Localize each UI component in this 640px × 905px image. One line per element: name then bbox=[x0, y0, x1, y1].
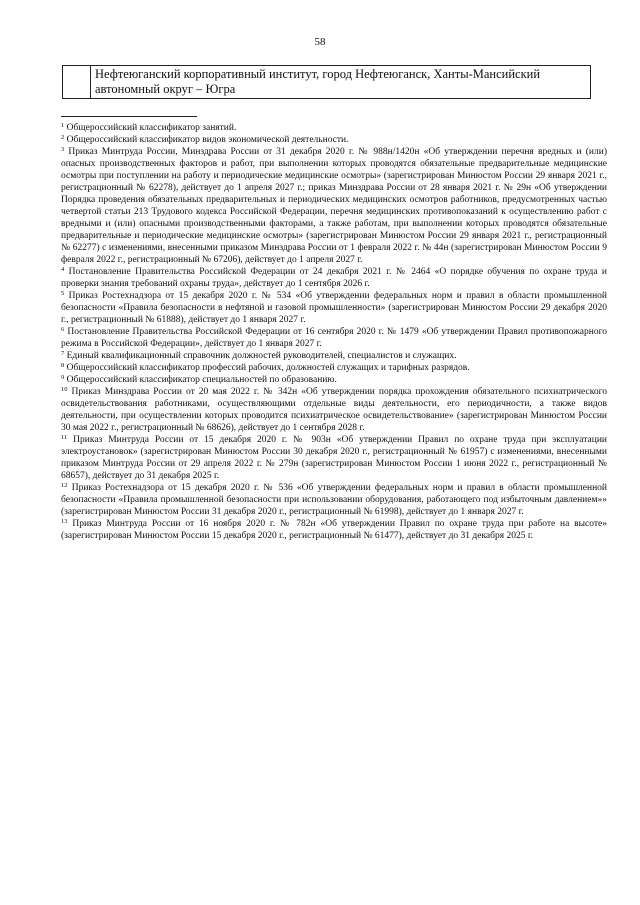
header-table bbox=[62, 65, 591, 99]
footnote-number: 7 bbox=[61, 350, 65, 357]
footnote bbox=[61, 290, 607, 326]
footnote-text: Единый квалификационный справочник должностей руководителей, специалистов и служащих. bbox=[66, 351, 457, 361]
page-number: 58 bbox=[314, 36, 326, 48]
footnote-number: 12 bbox=[61, 482, 68, 489]
footnote-text: Приказ Минтруда России от 15 декабря 2020 г. № 903н «Об утверждении Правил по охране труда при эксплуатации электроустановок» (зарегистрирован Минюстом России 30 декабря 2020 г., регистрационный № 61957) с изменениями, внесенными приказом Минтруда России от 29 апреля 2022 г. № 279н (зарегистрирован Минюстом России 1 июня 2022 г., регистрационный № 68657), действует до 31 декабря 2025 г. bbox=[61, 435, 608, 481]
footnote-text: Приказ Минтруда России, Минздрава России от 31 декабря 2020 г. № 988н/1420н «Об утверждении перечня вредных и (или) опасных производственных факторов и работ, при выполнении которых проводятся обязательные предварительные медицинские осмотры при поступлении на работу и периодические медицинские осмотры» (зарегистрирован Минюстом России 29 января 2021 г., регистрационный № 62278), действует до 1 апреля 2027 г.; приказ Минздрава России от 28 января 2021 г. № 29н «Об утверждении Порядка проведения обязательных предварительных и периодических медицинских осмотров работников, предусмотренных частью четвертой статьи 213 Трудового кодекса Российской Федерации, перечня медицинских противопоказаний к осуществлению работ с вредными и (или) опасными производственными факторами, а также работам, при выполнении которых проводятся обязательные предварительные и периодические медицинские осмотры» (зарегистрирован Минюстом России 29 января 2021 г., регистрационный № 62277) с изменениями, внесенными приказом Минздрава России от 1 февраля 2022 г. № 44н (зарегистрирован Минюстом России 9 февраля 2022 г., регистрационный № 67206), действует до 1 апреля 2027 г. bbox=[61, 147, 607, 265]
footnote bbox=[61, 326, 607, 350]
footnote-text: Приказ Минздрава России от 20 мая 2022 г. № 342н «Об утверждении порядка прохождения обязательного психиатрического освидетельствования работниками, осуществляющими отдельные виды деятельности, его периодичности, а также видов деятельности, при осуществлении которых проводится психиатрическое освидетельствование» (зарегистрирован Минюстом России 30 мая 2022 г., регистрационный № 68626), действует до 1 сентября 2028 г. bbox=[61, 387, 608, 433]
footnote bbox=[61, 518, 607, 542]
footnotes-list bbox=[61, 122, 607, 542]
footnote bbox=[61, 362, 607, 374]
footnote bbox=[61, 122, 607, 134]
header-empty-cell bbox=[63, 66, 91, 98]
footnote-text: Общероссийский классификатор специальностей по образованию. bbox=[66, 375, 337, 385]
footnote-number: 8 bbox=[61, 362, 65, 369]
footnote-text: Приказ Ростехнадзора от 15 декабря 2020 г. № 534 «Об утверждении федеральных норм и правил в области промышленной безопасности «Правила безопасности в нефтяной и газовой промышленности» (зарегистрирован Минюстом России 29 декабря 2020 г., регистрационный № 61888), действует до 1 января 2027 г. bbox=[61, 291, 608, 325]
footnote-text: Постановление Правительства Российской Федерации от 24 декабря 2021 г. № 2464 «О порядке обучения по охране труда и проверки знания требований охраны труда», действует до 1 сентября 2026 г. bbox=[61, 267, 607, 289]
footnote-number: 1 bbox=[61, 122, 65, 129]
footnote-number: 9 bbox=[61, 374, 65, 381]
footnote-text: Постановление Правительства Российской Федерации от 16 сентября 2020 г. № 1479 «Об утверждении Правил противопожарного режима в Российской Федерации», действует до 1 января 2027 г. bbox=[61, 327, 608, 349]
footnote bbox=[61, 386, 607, 434]
footnote-number: 3 bbox=[61, 146, 65, 153]
footnote-text: Общероссийский классификатор профессий рабочих, должностей служащих и тарифных разрядов. bbox=[66, 363, 470, 373]
footnote bbox=[61, 266, 607, 290]
footnote-text: Общероссийский классификатор видов экономической деятельности. bbox=[66, 135, 349, 145]
footnote-text: Приказ Минтруда России от 16 ноября 2020 г. № 782н «Об утверждении Правил по охране труда при работе на высоте» (зарегистрирован Минюстом России 15 декабря 2020 г., регистрационный № 61477), действует до 31 декабря 2025 г. bbox=[61, 519, 608, 541]
footnote bbox=[61, 350, 607, 362]
footnote-number: 5 bbox=[61, 290, 65, 297]
footnote-number: 6 bbox=[61, 326, 65, 333]
footnote bbox=[61, 374, 607, 386]
footnote bbox=[61, 134, 607, 146]
footnote-separator bbox=[61, 116, 197, 117]
footnote-number: 2 bbox=[61, 134, 65, 141]
header-institution-text: Нефтеюганский корпоративный институт, город Нефтеюганск, Ханты-Мансийский автономный округ – Югра bbox=[95, 67, 541, 96]
footnote bbox=[61, 434, 607, 482]
footnote-number: 10 bbox=[61, 386, 68, 393]
footnote bbox=[61, 482, 607, 518]
footnote-number: 11 bbox=[61, 434, 68, 441]
footnote-number: 13 bbox=[61, 518, 68, 525]
footnote-text: Приказ Ростехнадзора от 15 декабря 2020 г. № 536 «Об утверждении федеральных норм и правил в области промышленной безопасности «Правила промышленной безопасности при использовании оборудования, работающего под избыточным давлением»» (зарегистрирован Минюстом России 31 декабря 2020 г., регистрационный № 61998), действует до 1 января 2027 г. bbox=[61, 483, 608, 517]
footnote-text: Общероссийский классификатор занятий. bbox=[66, 123, 237, 133]
footnote-number: 4 bbox=[61, 266, 65, 273]
footnote bbox=[61, 146, 607, 266]
